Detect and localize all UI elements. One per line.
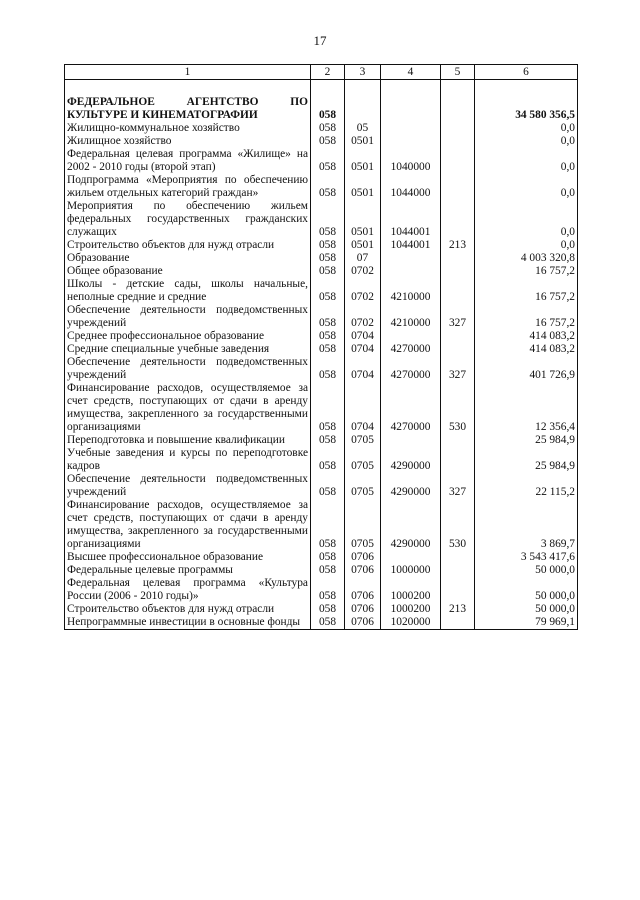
row-amount: 16 757,2: [475, 265, 578, 278]
row-expense-type-code: 530: [441, 499, 475, 551]
row-target-article-code: 4210000: [381, 304, 441, 330]
table-row: [65, 148, 578, 174]
row-name: Федеральная целевая программа «Жилище» на 2002 - 2010 годы (второй этап): [65, 148, 311, 174]
table-row: [65, 80, 578, 123]
row-name: Федеральная целевая программа «Культура России (2006 - 2010 годы)»: [65, 577, 311, 603]
row-ministry-code: 058: [311, 278, 345, 304]
row-section-code: 0501: [345, 174, 381, 200]
row-target-article-code: 4290000: [381, 473, 441, 499]
row-expense-type-code: [441, 577, 475, 603]
table-row: [65, 603, 578, 616]
page-number: 17: [313, 33, 327, 48]
row-ministry-code: 058: [311, 330, 345, 343]
row-section-code: 0704: [345, 356, 381, 382]
row-target-article-code: [381, 551, 441, 564]
row-ministry-code: 058: [311, 239, 345, 252]
row-amount: 25 984,9: [475, 447, 578, 473]
row-target-article-code: 1020000: [381, 616, 441, 630]
row-amount: 0,0: [475, 135, 578, 148]
row-section-code: 0705: [345, 447, 381, 473]
row-section-code: 0706: [345, 564, 381, 577]
row-expense-type-code: [441, 80, 475, 123]
column-header-amount: 6: [475, 65, 578, 80]
row-section-code: 0706: [345, 616, 381, 630]
row-target-article-code: 1000200: [381, 603, 441, 616]
row-ministry-code: 058: [311, 200, 345, 239]
row-target-article-code: 4290000: [381, 499, 441, 551]
row-name: Высшее профессиональное образование: [65, 551, 311, 564]
row-amount: 4 003 320,8: [475, 252, 578, 265]
row-expense-type-code: [441, 343, 475, 356]
row-amount: 25 984,9: [475, 434, 578, 447]
row-ministry-code: 058: [311, 564, 345, 577]
row-target-article-code: 1044000: [381, 174, 441, 200]
row-target-article-code: 1040000: [381, 148, 441, 174]
row-target-article-code: 1044001: [381, 200, 441, 239]
row-name: Финансирование расходов, осуществляемое за счет средств, поступающих от сдачи в аренду имущества, закрепленного за государственными организациями: [65, 382, 311, 434]
row-expense-type-code: [441, 148, 475, 174]
row-name: Строительство объектов для нужд отрасли: [65, 239, 311, 252]
row-amount: 16 757,2: [475, 278, 578, 304]
row-amount: 0,0: [475, 200, 578, 239]
table-row: [65, 434, 578, 447]
row-section-code: 0704: [345, 382, 381, 434]
table-row: [65, 473, 578, 499]
row-name: Обеспечение деятельности подведомственных учреждений: [65, 356, 311, 382]
row-ministry-code: 058: [311, 252, 345, 265]
row-expense-type-code: 327: [441, 473, 475, 499]
row-amount: 3 543 417,6: [475, 551, 578, 564]
row-ministry-code: 058: [311, 434, 345, 447]
row-target-article-code: [381, 265, 441, 278]
row-ministry-code: 058: [311, 356, 345, 382]
row-expense-type-code: [441, 564, 475, 577]
row-ministry-code: 058: [311, 265, 345, 278]
row-amount: 79 969,1: [475, 616, 578, 630]
table-row: [65, 343, 578, 356]
row-name: Общее образование: [65, 265, 311, 278]
table-row: [65, 382, 578, 434]
row-target-article-code: 4270000: [381, 356, 441, 382]
table-row: [65, 616, 578, 630]
row-section-code: 0706: [345, 551, 381, 564]
row-amount: 0,0: [475, 239, 578, 252]
row-amount: 414 083,2: [475, 330, 578, 343]
row-ministry-code: 058: [311, 122, 345, 135]
row-target-article-code: [381, 252, 441, 265]
row-name: Жилищно-коммунальное хозяйство: [65, 122, 311, 135]
row-section-code: 0706: [345, 603, 381, 616]
table-row: [65, 356, 578, 382]
row-section-code: 0705: [345, 499, 381, 551]
row-ministry-code: 058: [311, 499, 345, 551]
row-amount: 22 115,2: [475, 473, 578, 499]
row-name: Обеспечение деятельности подведомственных учреждений: [65, 473, 311, 499]
row-section-code: 0705: [345, 473, 381, 499]
row-name: Школы - детские сады, школы начальные, неполные средние и средние: [65, 278, 311, 304]
row-section-code: 0501: [345, 239, 381, 252]
row-amount: 16 757,2: [475, 304, 578, 330]
row-section-code: 05: [345, 122, 381, 135]
row-name: Образование: [65, 252, 311, 265]
row-amount: 34 580 356,5: [475, 80, 578, 123]
row-ministry-code: 058: [311, 551, 345, 564]
row-section-code: 0702: [345, 304, 381, 330]
table-row: [65, 252, 578, 265]
table-row: [65, 174, 578, 200]
row-expense-type-code: 213: [441, 239, 475, 252]
table-row: [65, 135, 578, 148]
row-ministry-code: 058: [311, 148, 345, 174]
row-expense-type-code: [441, 616, 475, 630]
row-target-article-code: [381, 122, 441, 135]
row-name: Среднее профессиональное образование: [65, 330, 311, 343]
row-name: Подпрограмма «Мероприятия по обеспечению жильем отдельных категорий граждан»: [65, 174, 311, 200]
row-amount: 12 356,4: [475, 382, 578, 434]
row-ministry-code: 058: [311, 577, 345, 603]
row-target-article-code: 1000200: [381, 577, 441, 603]
row-expense-type-code: [441, 278, 475, 304]
row-section-code: 0501: [345, 135, 381, 148]
row-expense-type-code: 213: [441, 603, 475, 616]
row-section-code: 0702: [345, 278, 381, 304]
row-target-article-code: 4210000: [381, 278, 441, 304]
row-expense-type-code: 530: [441, 382, 475, 434]
row-ministry-code: 058: [311, 135, 345, 148]
table-row: [65, 304, 578, 330]
table-body: [65, 80, 578, 630]
row-ministry-code: 058: [311, 304, 345, 330]
row-ministry-code: 058: [311, 473, 345, 499]
row-section-code: 0705: [345, 434, 381, 447]
row-expense-type-code: [441, 330, 475, 343]
row-target-article-code: 1000000: [381, 564, 441, 577]
row-name: Федеральные целевые программы: [65, 564, 311, 577]
row-ministry-code: 058: [311, 603, 345, 616]
row-expense-type-code: [441, 122, 475, 135]
row-name: Финансирование расходов, осуществляемое за счет средств, поступающих от сдачи в аренду имущества, закрепленного за государственными организациями: [65, 499, 311, 551]
row-section-code: 0501: [345, 200, 381, 239]
row-name: Учебные заведения и курсы по переподготовке кадров: [65, 447, 311, 473]
row-target-article-code: 4270000: [381, 382, 441, 434]
row-name: Переподготовка и повышение квалификации: [65, 434, 311, 447]
row-ministry-code: 058: [311, 80, 345, 123]
row-target-article-code: [381, 80, 441, 123]
row-amount: 414 083,2: [475, 343, 578, 356]
budget-table: [64, 64, 578, 630]
table-row: [65, 122, 578, 135]
row-section-code: 0704: [345, 330, 381, 343]
row-expense-type-code: [441, 434, 475, 447]
row-section-code: 0702: [345, 265, 381, 278]
row-name: Мероприятия по обеспечению жильем федеральных государственных гражданских служащих: [65, 200, 311, 239]
row-expense-type-code: [441, 265, 475, 278]
row-amount: 0,0: [475, 148, 578, 174]
row-expense-type-code: [441, 447, 475, 473]
row-amount: 50 000,0: [475, 603, 578, 616]
row-expense-type-code: [441, 200, 475, 239]
row-expense-type-code: 327: [441, 304, 475, 330]
row-target-article-code: [381, 330, 441, 343]
row-ministry-code: 058: [311, 616, 345, 630]
row-ministry-code: 058: [311, 382, 345, 434]
row-name: Строительство объектов для нужд отрасли: [65, 603, 311, 616]
row-name: Жилищное хозяйство: [65, 135, 311, 148]
row-ministry-code: 058: [311, 343, 345, 356]
table-row: [65, 265, 578, 278]
table-row: [65, 551, 578, 564]
row-target-article-code: 1044001: [381, 239, 441, 252]
table-row: [65, 239, 578, 252]
row-expense-type-code: [441, 174, 475, 200]
row-expense-type-code: [441, 135, 475, 148]
row-expense-type-code: [441, 551, 475, 564]
row-name: Непрограммные инвестиции в основные фонды: [65, 616, 311, 630]
table-row: [65, 330, 578, 343]
row-amount: 0,0: [475, 174, 578, 200]
row-amount: 3 869,7: [475, 499, 578, 551]
row-target-article-code: [381, 434, 441, 447]
column-header-ministry: 2: [311, 65, 345, 80]
row-expense-type-code: [441, 252, 475, 265]
column-header-expense-type: 5: [441, 65, 475, 80]
table-row: [65, 577, 578, 603]
row-ministry-code: 058: [311, 174, 345, 200]
row-name: ФЕДЕРАЛЬНОЕ АГЕНТСТВО ПО КУЛЬТУРЕ И КИНЕМАТОГРАФИИ: [65, 80, 311, 123]
column-header-section: 3: [345, 65, 381, 80]
row-section-code: 0706: [345, 577, 381, 603]
row-name: Обеспечение деятельности подведомственных учреждений: [65, 304, 311, 330]
row-section-code: 0501: [345, 148, 381, 174]
table-row: [65, 564, 578, 577]
row-target-article-code: 4270000: [381, 343, 441, 356]
row-amount: 0,0: [475, 122, 578, 135]
table-row: [65, 278, 578, 304]
table-row: [65, 499, 578, 551]
row-section-code: 0704: [345, 343, 381, 356]
row-section-code: [345, 80, 381, 123]
row-section-code: 07: [345, 252, 381, 265]
row-ministry-code: 058: [311, 447, 345, 473]
table-row: [65, 200, 578, 239]
column-header-name: 1: [65, 65, 311, 80]
row-amount: 50 000,0: [475, 577, 578, 603]
row-target-article-code: 4290000: [381, 447, 441, 473]
row-name: Средние специальные учебные заведения: [65, 343, 311, 356]
row-expense-type-code: 327: [441, 356, 475, 382]
row-target-article-code: [381, 135, 441, 148]
row-amount: 50 000,0: [475, 564, 578, 577]
header-row: [65, 65, 578, 80]
column-header-target-article: 4: [381, 65, 441, 80]
row-amount: 401 726,9: [475, 356, 578, 382]
table-row: [65, 447, 578, 473]
